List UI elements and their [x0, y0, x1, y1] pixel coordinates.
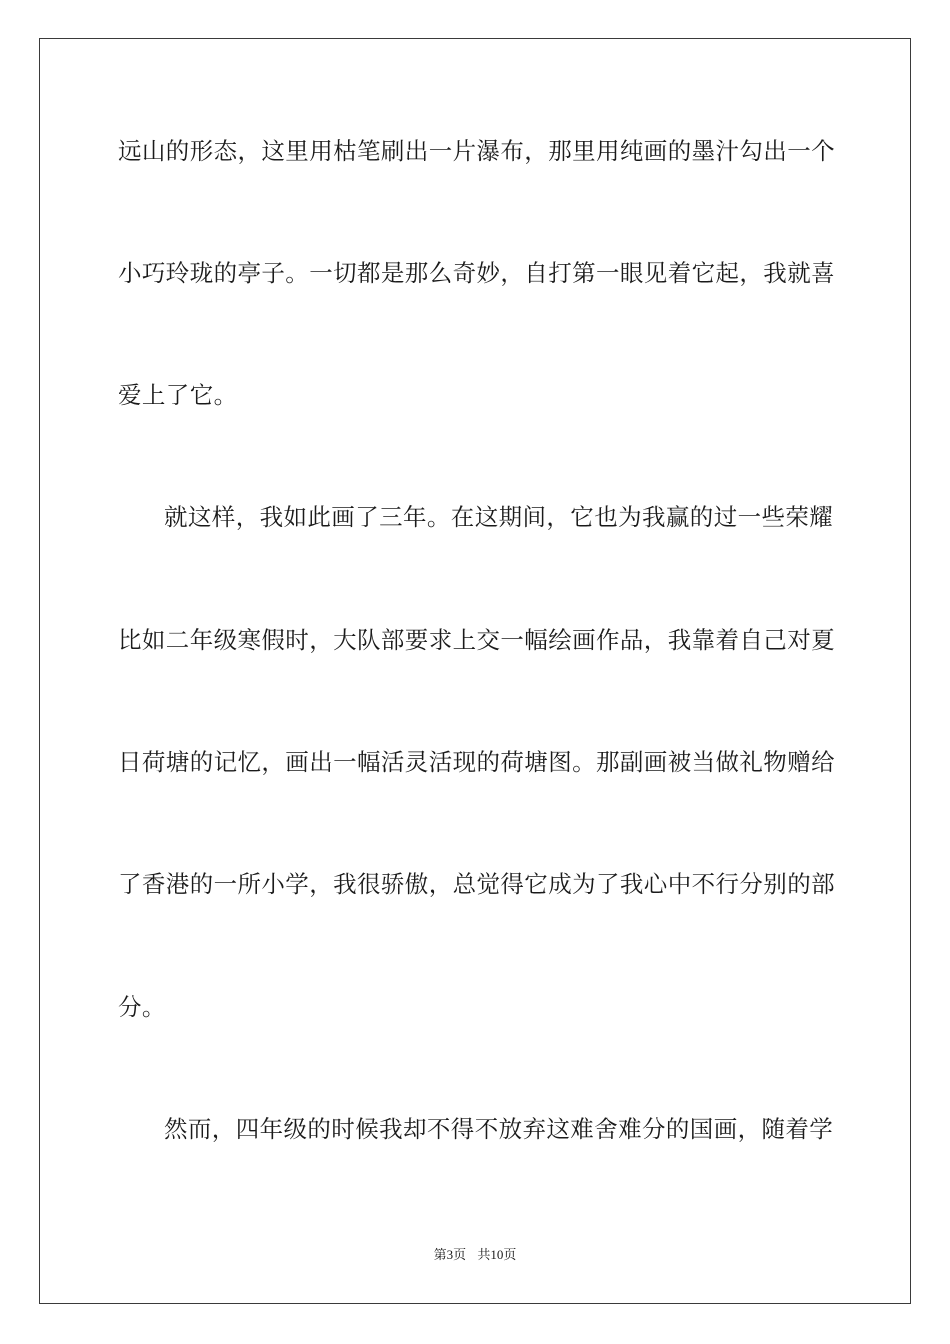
text-line-2: 小巧玲珑的亭子。一切都是那么奇妙，自打第一眼见着它起，我就喜 [118, 259, 835, 287]
text-line-8: 分。 [118, 993, 166, 1021]
text-line-9: 然而，四年级的时候我却不得不放弃这难舍难分的国画，随着学 [164, 1115, 834, 1143]
text-line-7: 了香港的一所小学，我很骄傲，总觉得它成为了我心中不行分别的部 [118, 870, 835, 898]
text-line-1: 远山的形态，这里用枯笔刷出一片瀑布，那里用纯画的墨汁勾出一个 [118, 137, 835, 165]
page-footer [0, 1246, 950, 1264]
page-number: 第3页 [433, 1247, 467, 1262]
text-line-3: 爱上了它。 [118, 381, 238, 409]
text-line-5: 比如二年级寒假时，大队部要求上交一幅绘画作品，我靠着自己对夏 [118, 626, 835, 654]
text-line-4: 就这样，我如此画了三年。在这期间，它也为我赢的过一些荣耀 [164, 503, 834, 531]
total-pages: 共10页 [477, 1247, 517, 1262]
text-line-6: 日荷塘的记忆，画出一幅活灵活现的荷塘图。那副画被当做礼物赠给 [118, 748, 835, 776]
